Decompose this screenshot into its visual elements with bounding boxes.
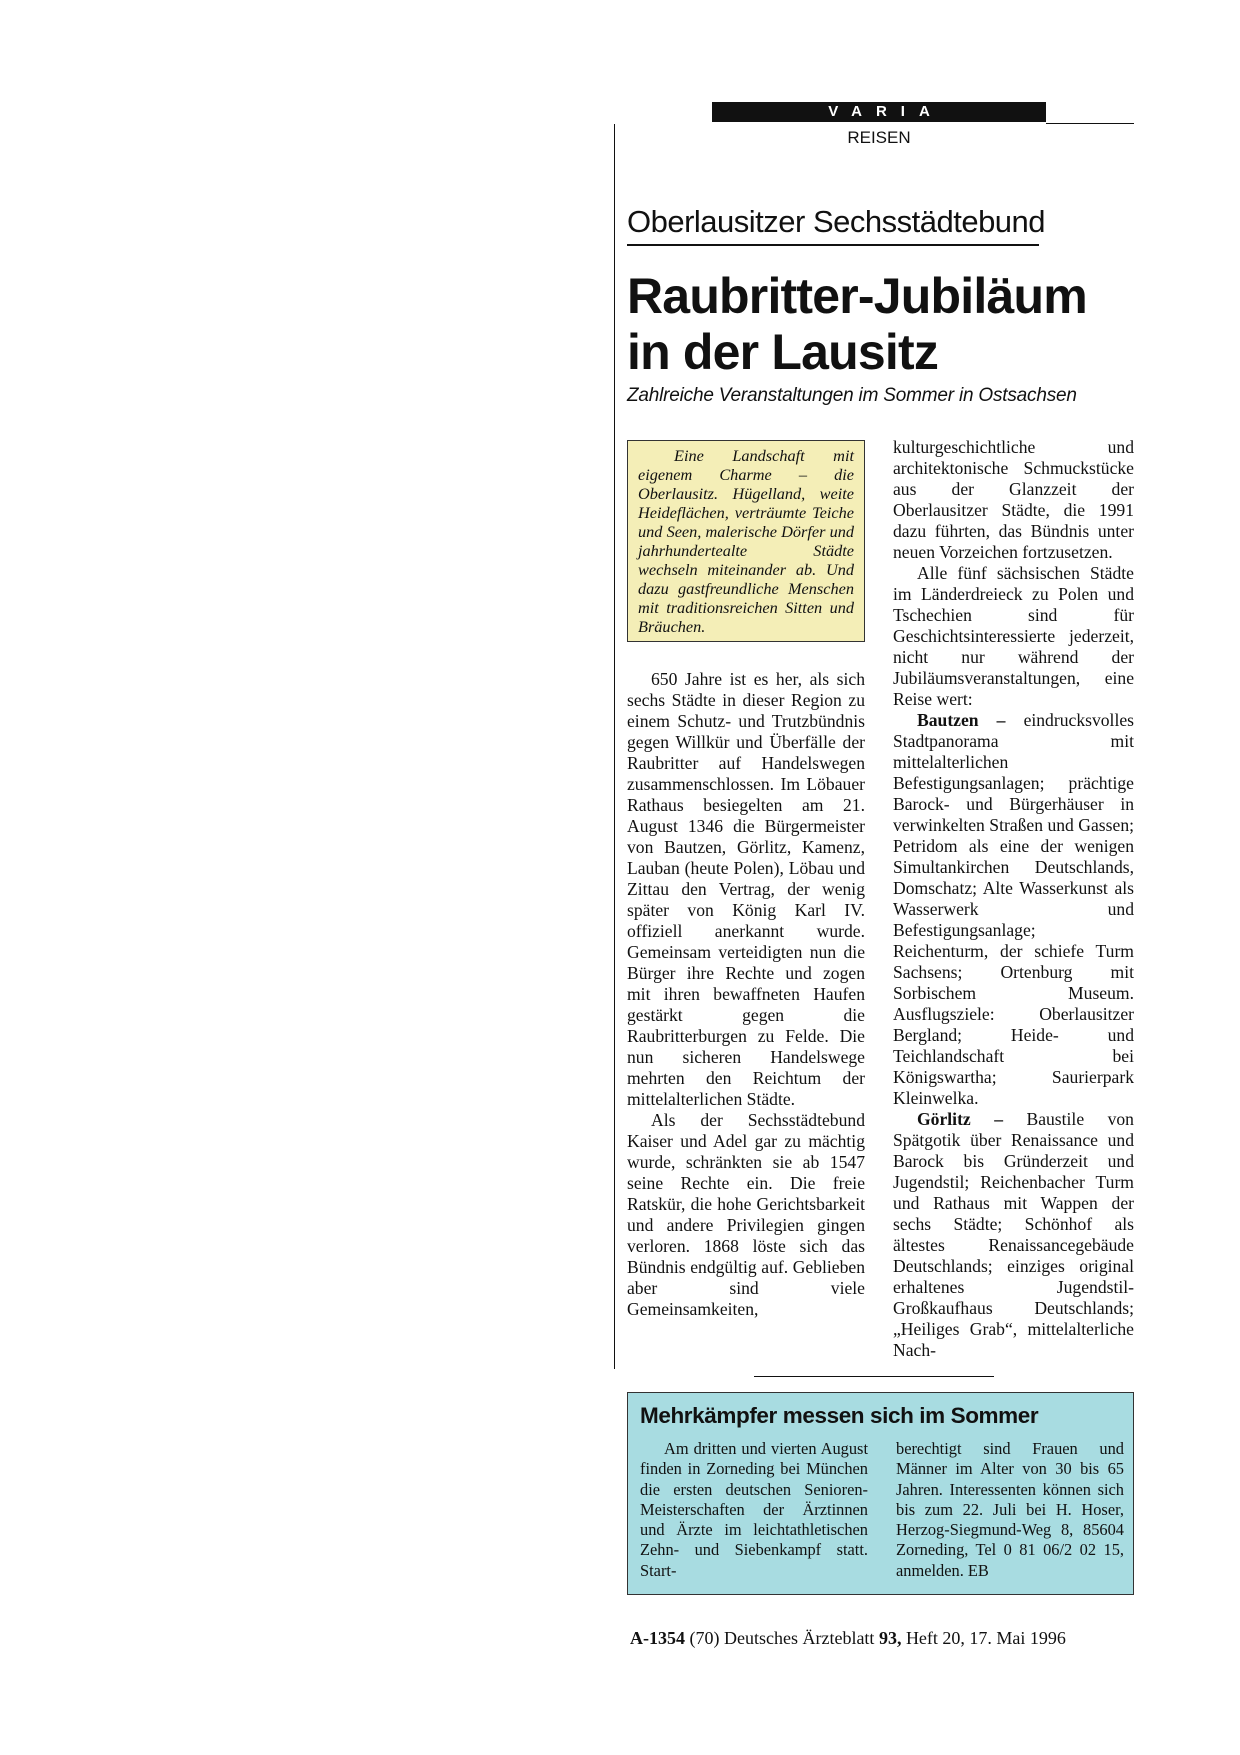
info-box-title: Mehrkämpfer messen sich im Sommer (640, 1403, 1039, 1428)
paragraph: Alle fünf sächsischen Städte im Länderdreieck zu Polen und Tschechien sind für Geschichtsinteressierte jederzeit, nicht nur während der Jubiläumsveranstaltungen, eine Reise wert: (893, 563, 1134, 709)
paragraph-bautzen (893, 710, 1134, 1109)
headline-line-1: Raubritter-Jubiläum (627, 268, 1087, 324)
journal-name: (70) Deutsches Ärzteblatt (689, 1628, 875, 1648)
paragraph-goerlitz (893, 1109, 1134, 1361)
info-box (627, 1392, 1134, 1595)
kicker-underline (627, 244, 1039, 246)
article-kicker: Oberlausitzer Sechsstädtebund (627, 204, 1046, 239)
info-text-right: berechtigt sind Frauen und Männer im Alter von 30 bis 65 Jahren. Interessenten können sich bis zum 22. Juli bei H. Hoser, Herzog-Siegmund-Weg 8, 85604 Zorneding, Tel 0 81 06/2 02 15, anmelden. EB (896, 1439, 1124, 1580)
article-column-left (627, 669, 865, 1320)
page-code: A-1354 (630, 1628, 685, 1648)
info-text-left: Am dritten und vierten August finden in Zorneding bei München die ersten deutschen Senioren-Meisterschaften der Ärztinnen und Ärzte im leichtathletischen Zehn- und Siebenkampf statt. Start- (640, 1439, 868, 1580)
article-column-right (893, 437, 1134, 1361)
headline-line-2: in der Lausitz (627, 324, 939, 380)
article-headline (627, 268, 1147, 380)
goerlitz-text: Baustile von Spätgotik über Renaissance und Barock bis Gründerzeit und Jugendstil; Reichenbacher Turm und Rathaus mit Wappen der sechs Städte; Schönhof als ältestes Renaissancegebäude Deutschlands; einziges original erhaltenes Jugendstil-Großkaufhaus Deutschlands; „Heiliges Grab“, mittelalterliche Nach- (893, 1109, 1134, 1360)
goerlitz-label: Görlitz – (917, 1109, 1003, 1129)
section-banner: VARIA (712, 102, 1046, 122)
volume-number: 93, (878, 1628, 902, 1648)
article-end-rule (754, 1376, 994, 1377)
paragraph: 650 Jahre ist es her, als sich sechs Städte in dieser Region zu einem Schutz- und Trutzbündnis gegen Willkür und Überfälle der Raubritter auf Handelswegen zusammenschlossen. Im Löbauer Rathaus besiegelten am 21. August 1346 die Bürgermeister von Bautzen, Görlitz, Kamenz, Lauban (heute Polen), Löbau und Zittau den Vertrag, der wenig später von König Karl IV. offiziell anerkannt wurde. Gemeinsam verteidigten nun die Bürger ihre Rechte und zogen mit ihren bewaffneten Haufen gestärkt gegen die Raubritterburgen zu Felde. Die nun sicheren Handelswege mehrten den Reichtum der mittelalterlichen Städte. (627, 669, 865, 1109)
bautzen-label: Bautzen – (917, 710, 1006, 730)
article-subheadline: Zahlreiche Veranstaltungen im Sommer in Ostsachsen (627, 385, 1077, 406)
info-box-column-left (640, 1439, 868, 1581)
issue-info: Heft 20, 17. Mai 1996 (905, 1628, 1066, 1648)
intro-box (627, 440, 865, 642)
intro-text: Eine Landschaft mit eigenem Charme – die Oberlausitz. Hügelland, weite Heideflächen, verträumte Teiche und Seen, malerische Dörfer und jahrhundertealte Städte wechseln miteinander ab. Und dazu gastfreundliche Menschen mit traditionsreichen Sitten und Bräuchen. (638, 446, 854, 636)
paragraph: Als der Sechsstädtebund Kaiser und Adel gar zu mächtig wurde, schränkten sie ab 1547 seine Rechte ein. Die freie Ratskür, die hohe Gerichtsbarkeit und andere Privilegien gingen verloren. 1868 löste sich das Bündnis endgültig auf. Geblieben aber sind viele Gemeinsamkeiten, (627, 1110, 865, 1319)
header-rule (1046, 123, 1134, 124)
bautzen-text: eindrucksvolles Stadtpanorama mit mittelalterlichen Befestigungsanlagen; prächtige Barock- und Bürgerhäuser in verwinkelten Straßen und Gassen; Petridom als eine der wenigen Simultankirchen Deutschlands, Domschatz; Alte Wasserkunst als Wasserwerk und Befestigungsanlage; Reichenturm, der schiefe Turm Sachsens; Ortenburg mit Sorbischem Museum. Ausflugsziele: Oberlausitzer Bergland; Heide- und Teichlandschaft bei Königswartha; Saurierpark Kleinwelka. (893, 710, 1134, 1108)
paragraph: kulturgeschichtliche und architektonische Schmuckstücke aus der Glanzzeit der Oberlausitzer Städte, die 1991 dazu führten, das Bündnis unter neuen Vorzeichen fortzusetzen. (893, 437, 1134, 562)
subsection-label: REISEN (847, 128, 911, 147)
column-divider (614, 124, 615, 1369)
page-footer (630, 1626, 1066, 1650)
info-box-column-right (896, 1439, 1124, 1581)
